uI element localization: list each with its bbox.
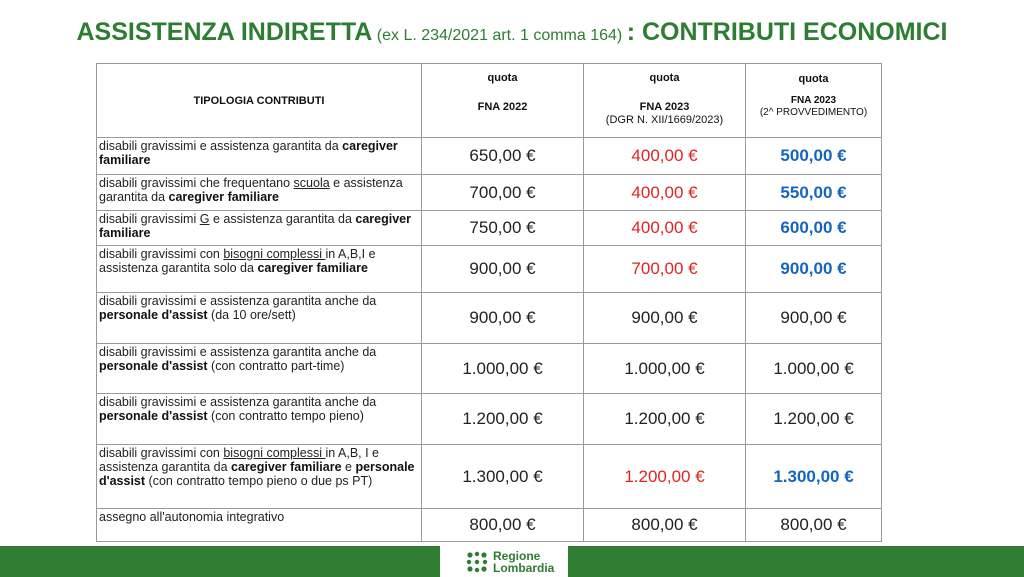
value-fna-2023-second: 500,00 € xyxy=(746,138,882,175)
description-segment: disabili gravissimi xyxy=(99,212,200,226)
value-fna-2022: 650,00 € xyxy=(422,138,584,175)
row-description xyxy=(97,246,422,293)
row-description xyxy=(97,211,422,246)
description-segment: disabili gravissimi e assistenza garantita anche da xyxy=(99,395,377,409)
header-fna-label: FNA 2023 xyxy=(639,101,690,113)
description-segment: (da 10 ore/sett) xyxy=(207,308,296,322)
description-segment: (con contratto part-time) xyxy=(207,359,345,373)
table-row xyxy=(97,293,882,344)
table-row xyxy=(97,509,882,542)
value-fna-2022: 750,00 € xyxy=(422,211,584,246)
value-fna-2022: 900,00 € xyxy=(422,293,584,344)
value-fna-2023: 1.000,00 € xyxy=(584,344,746,394)
rosa-camuna-icon xyxy=(466,551,488,573)
header-quota-label: quota xyxy=(649,72,680,84)
table-row xyxy=(97,138,882,175)
row-description xyxy=(97,394,422,445)
value-fna-2023-second: 550,00 € xyxy=(746,175,882,211)
description-segment: disabili gravissimi che frequentano xyxy=(99,176,294,190)
description-segment: (con contratto tempo pieno) xyxy=(207,409,364,423)
description-segment: disabili gravissimi con xyxy=(99,446,224,460)
row-description xyxy=(97,138,422,175)
description-segment: e assistenza garantita da xyxy=(99,176,403,204)
description-segment: caregiver familiare xyxy=(257,261,368,275)
header-quota-label: quota xyxy=(487,72,518,84)
description-segment: caregiver familiare xyxy=(168,190,279,204)
header-note: (DGR N. XII/1669/2023) xyxy=(605,114,724,126)
description-segment: in A,B,I e assistenza garantita solo da xyxy=(99,247,376,275)
description-segment: personale d'assist xyxy=(99,409,208,423)
description-segment: in A,B, I e assistenza garantita da xyxy=(99,446,380,474)
description-segment: G xyxy=(199,212,210,226)
value-fna-2023-second: 1.300,00 € xyxy=(746,445,882,509)
value-fna-2022: 900,00 € xyxy=(422,246,584,293)
description-segment: bisogni complessi xyxy=(223,247,326,261)
header-note: (2^ PROVVEDIMENTO) xyxy=(759,107,868,118)
regione-lombardia-logo xyxy=(440,546,568,577)
value-fna-2022: 1.300,00 € xyxy=(422,445,584,509)
description-segment: disabili gravissimi con xyxy=(99,247,224,261)
value-fna-2023-second: 1.000,00 € xyxy=(746,344,882,394)
value-fna-2022: 700,00 € xyxy=(422,175,584,211)
contributions-table xyxy=(96,63,882,542)
table-row xyxy=(97,246,882,293)
table-row xyxy=(97,211,882,246)
header-quota-label: quota xyxy=(798,73,829,85)
value-fna-2023: 400,00 € xyxy=(584,175,746,211)
row-description xyxy=(97,344,422,394)
logo-line-2: Lombardia xyxy=(493,560,555,575)
title-suffix: : CONTRIBUTI ECONOMICI xyxy=(626,18,948,46)
header-fna-label: FNA 2023 xyxy=(790,95,837,106)
value-fna-2023: 800,00 € xyxy=(584,509,746,542)
value-fna-2022: 1.000,00 € xyxy=(422,344,584,394)
row-description xyxy=(97,293,422,344)
header-fna-2022 xyxy=(422,64,584,138)
page-title xyxy=(0,18,1024,47)
value-fna-2023: 400,00 € xyxy=(584,138,746,175)
value-fna-2023-second: 1.200,00 € xyxy=(746,394,882,445)
title-main: ASSISTENZA INDIRETTA xyxy=(76,18,373,46)
value-fna-2023: 900,00 € xyxy=(584,293,746,344)
value-fna-2023: 400,00 € xyxy=(584,211,746,246)
header-fna-2023 xyxy=(584,64,746,138)
table-row xyxy=(97,445,882,509)
title-reference: (ex L. 234/2021 art. 1 comma 164) xyxy=(372,27,627,44)
table-row xyxy=(97,394,882,445)
value-fna-2023: 1.200,00 € xyxy=(584,394,746,445)
description-segment: bisogni complessi xyxy=(223,446,326,460)
value-fna-2023-second: 600,00 € xyxy=(746,211,882,246)
description-segment: scuola xyxy=(293,176,330,190)
header-fna-label: FNA 2022 xyxy=(477,101,528,113)
description-segment: e xyxy=(341,460,356,474)
header-fna-2023-second xyxy=(746,64,882,138)
description-segment: caregiver familiare xyxy=(99,212,412,240)
description-segment: personale d'assist xyxy=(99,460,415,488)
value-fna-2023-second: 900,00 € xyxy=(746,293,882,344)
description-segment: disabili gravissimi e assistenza garantita da xyxy=(99,139,343,153)
value-fna-2023: 700,00 € xyxy=(584,246,746,293)
row-description xyxy=(97,509,422,542)
row-description xyxy=(97,175,422,211)
value-fna-2023: 1.200,00 € xyxy=(584,445,746,509)
table-row xyxy=(97,344,882,394)
value-fna-2023-second: 900,00 € xyxy=(746,246,882,293)
table-row xyxy=(97,175,882,211)
value-fna-2022: 1.200,00 € xyxy=(422,394,584,445)
value-fna-2023-second: 800,00 € xyxy=(746,509,882,542)
description-segment: caregiver familiare xyxy=(99,139,398,167)
description-segment: caregiver familiare xyxy=(231,460,342,474)
description-segment: personale d'assist xyxy=(99,359,208,373)
description-segment: disabili gravissimi e assistenza garantita anche da xyxy=(99,294,377,308)
table-body xyxy=(97,138,882,542)
row-description xyxy=(97,445,422,509)
header-tipologia: TIPOLOGIA CONTRIBUTI xyxy=(97,64,422,138)
description-segment: personale d'assist xyxy=(99,308,208,322)
description-segment: e assistenza garantita da xyxy=(209,212,356,226)
description-segment: disabili gravissimi e assistenza garantita anche da xyxy=(99,345,377,359)
logo-line-1: Regione xyxy=(493,548,541,563)
description-segment: assegno all'autonomia integrativo xyxy=(99,510,285,524)
description-segment: (con contratto tempo pieno o due ps PT) xyxy=(145,474,373,488)
value-fna-2022: 800,00 € xyxy=(422,509,584,542)
table-header-row xyxy=(97,64,882,138)
